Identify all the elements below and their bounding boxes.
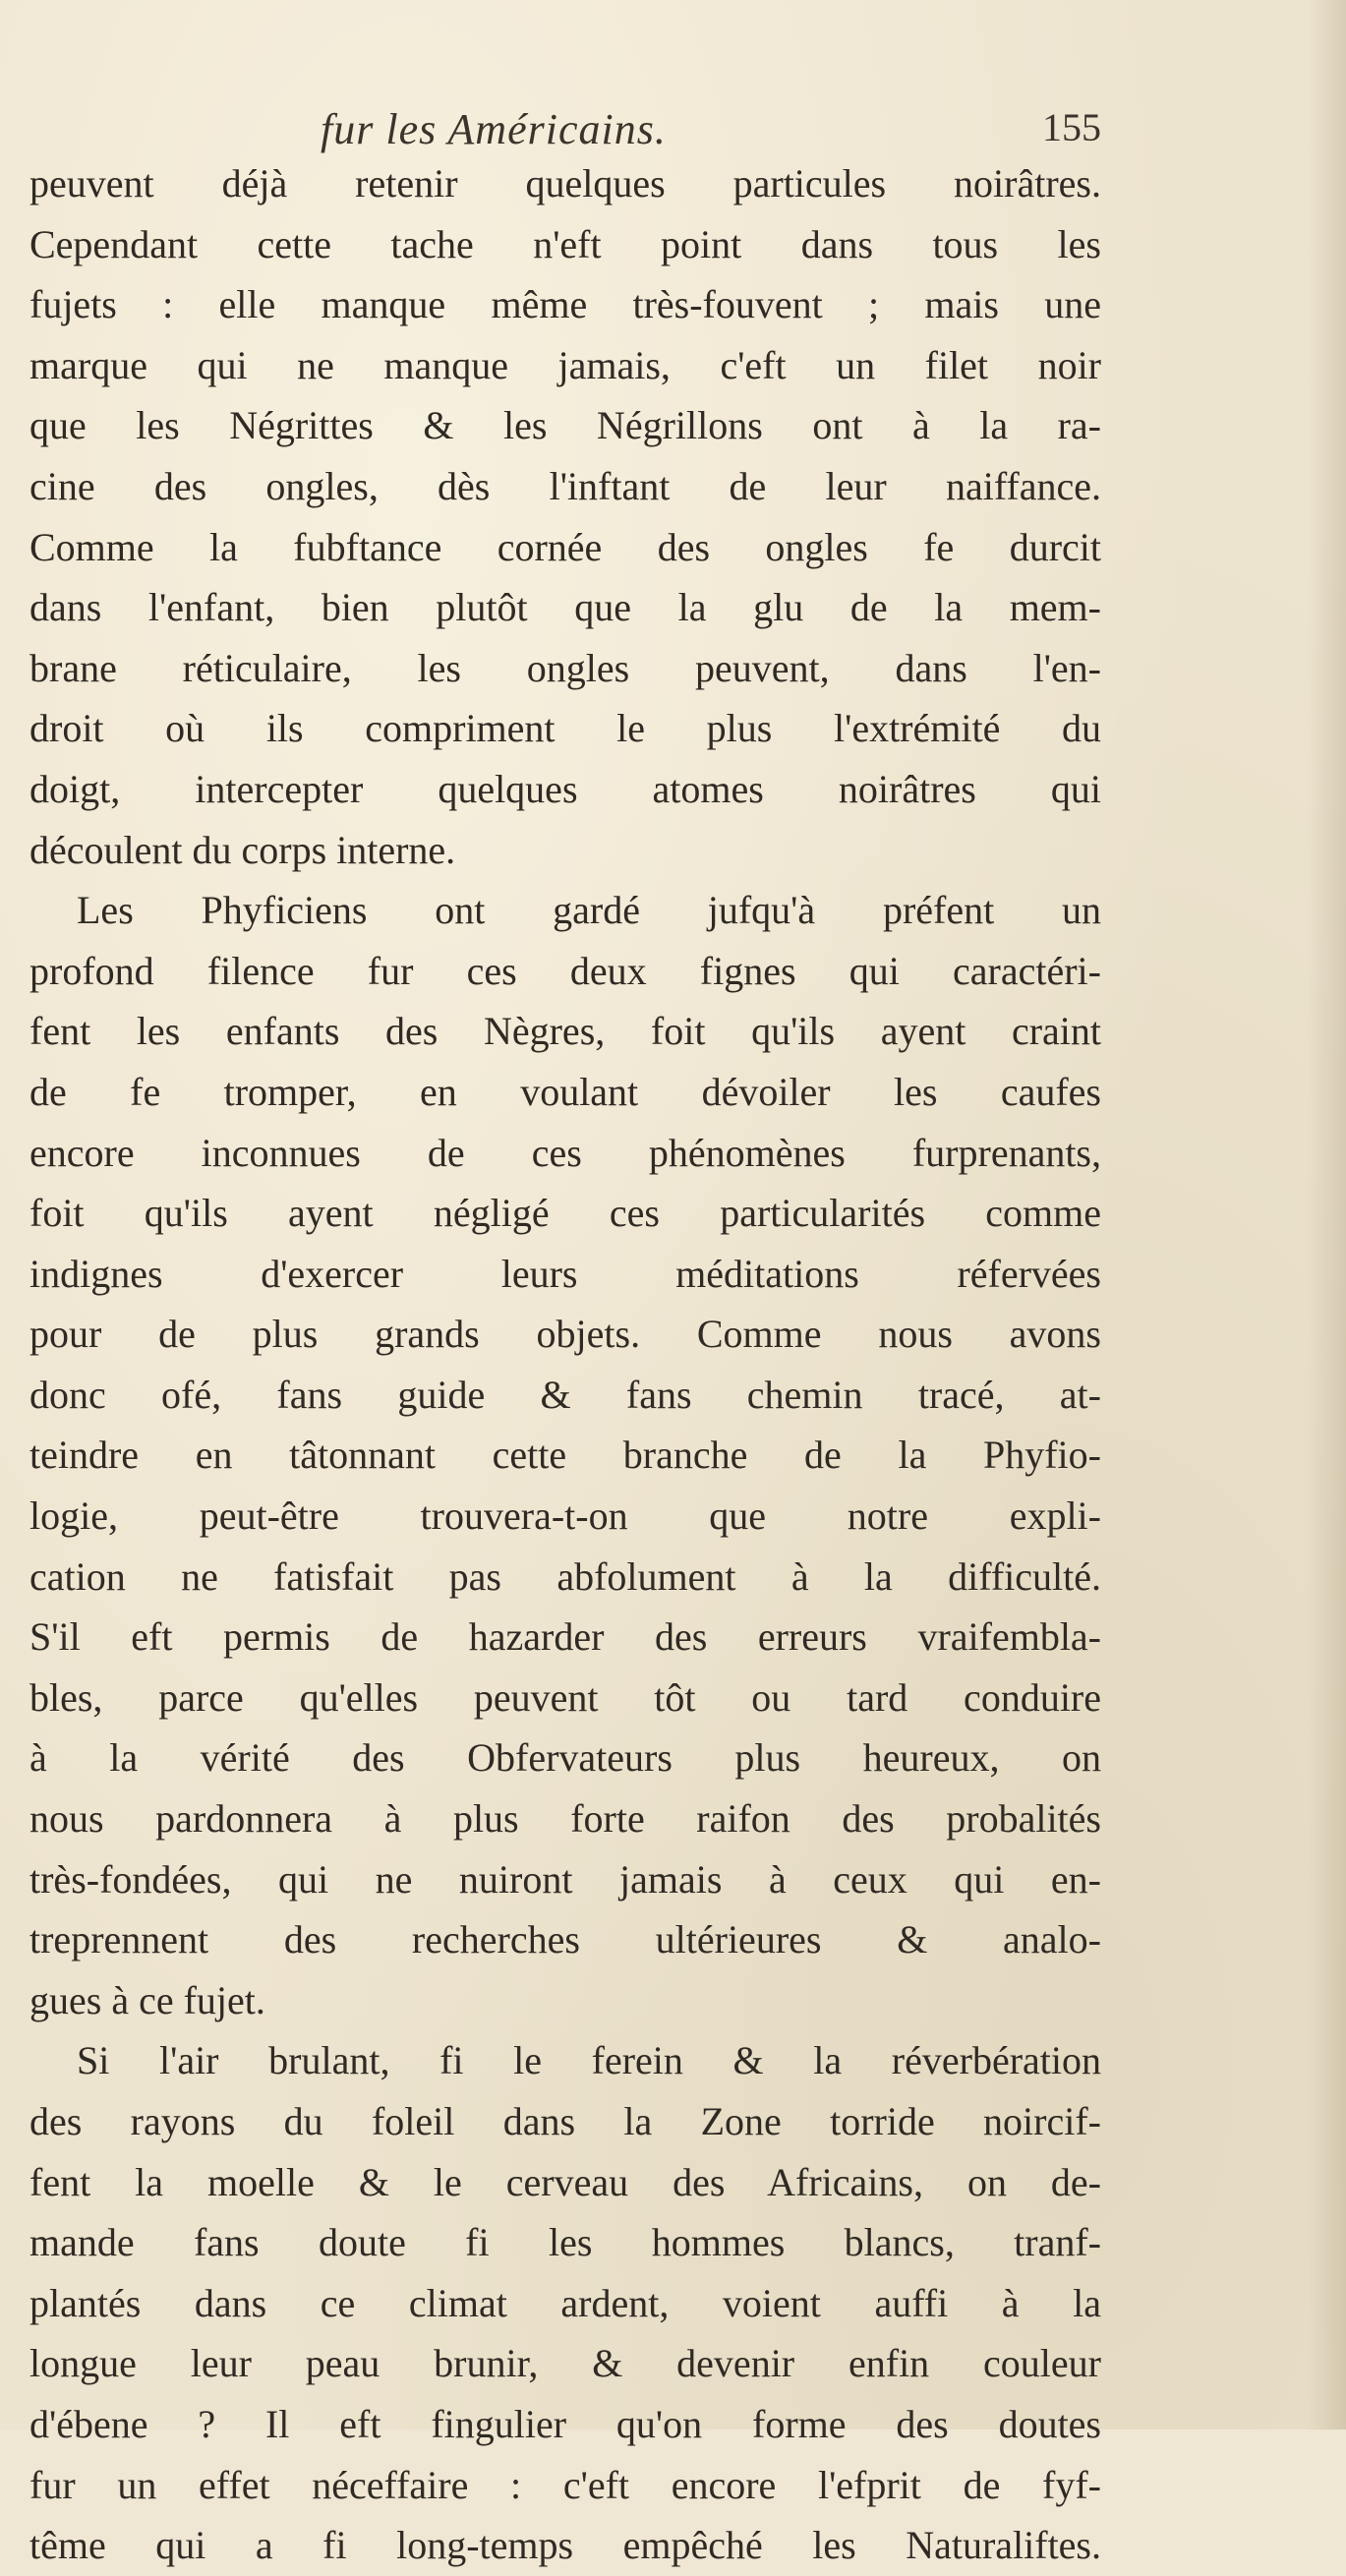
text-line: découlent du corps interne. — [29, 827, 456, 872]
text-line: indignes d'exercer leurs méditations réfervées — [29, 1251, 1101, 1296]
text-line: fent les enfants des Nègres, foit qu'ils ayent craint — [29, 1009, 1101, 1054]
text-line: pour de plus grands objets. Comme nous avons — [29, 1312, 1101, 1357]
text-line: droit où ils compriment le plus l'extrémité du — [29, 706, 1101, 751]
text-line: peuvent déjà retenir quelques particules noirâtres. — [29, 161, 1101, 205]
text-line: que les Négrittes & les Négrillons ont à la ra- — [29, 403, 1101, 448]
text-line: teindre en tâtonnant cette branche de la Phyfio- — [29, 1433, 1101, 1478]
text-line: cine des ongles, dès l'inftant de leur naiffance. — [29, 463, 1101, 508]
paragraph-start-line: Les Phyficiens ont gardé jufqu'à préfent un — [77, 888, 1101, 933]
text-line: nous pardonnera à plus forte raifon des probalités — [29, 1796, 1101, 1842]
text-line: dans l'enfant, bien plutôt que la glu de la mem- — [29, 585, 1101, 630]
page-number: 155 — [1042, 105, 1101, 149]
text-line: gues à ce fujet. — [29, 1977, 265, 2022]
text-line: bles, parce qu'elles peuvent tôt ou tard conduire — [29, 1674, 1101, 1720]
text-line: à la vérité des Obfervateurs plus heureux, on — [29, 1735, 1101, 1781]
text-line: profond filence fur ces deux fignes qui caractéri- — [29, 948, 1101, 993]
text-line: Comme la fubftance cornée des ongles fe durcit — [29, 524, 1101, 569]
text-line: d'ébene ? Il eft fingulier qu'on forme des doutes — [29, 2401, 1101, 2446]
text-line: Cependant cette tache n'eft point dans tous les — [29, 221, 1101, 266]
text-line: S'il eft permis de hazarder des erreurs vraifembla- — [29, 1614, 1101, 1660]
running-head-title: fur les Américains. — [321, 105, 667, 153]
text-line: des rayons du foleil dans la Zone torride noircif- — [29, 2099, 1101, 2143]
text-line: mande fans doute fi les hommes blancs, tranf- — [29, 2220, 1101, 2265]
text-line: marque qui ne manque jamais, c'eft un filet noir — [29, 342, 1101, 387]
text-line: fur un effet néceffaire : c'eft encore l'efprit de fyf- — [29, 2462, 1101, 2507]
text-line: treprennent des recherches ultérieures & analo- — [29, 1917, 1101, 1962]
text-line: encore inconnues de ces phénomènes furprenants, — [29, 1130, 1101, 1175]
text-line: plantés dans ce climat ardent, voient auffi à la — [29, 2280, 1101, 2325]
text-line: tême qui a fi long-temps empêché les Naturaliftes. — [29, 2523, 1101, 2568]
text-line: longue leur peau brunir, & devenir enfin couleur — [29, 2341, 1101, 2386]
text-line: de fe tromper, en voulant dévoiler les caufes — [29, 1069, 1101, 1114]
text-line: fujets : elle manque même très-fouvent ; mais une — [29, 282, 1101, 327]
text-line: foit qu'ils ayent négligé ces particularités comme — [29, 1191, 1101, 1236]
text-line: brane réticulaire, les ongles peuvent, dans l'en- — [29, 645, 1101, 690]
text-line: donc ofé, fans guide & fans chemin tracé, at- — [29, 1372, 1101, 1417]
text-line: doigt, intercepter quelques atomes noirâtres qui — [29, 766, 1101, 811]
paragraph-start-line: Si l'air brulant, fi le ferein & la réverbération — [77, 2038, 1101, 2083]
text-line: cation ne fatisfait pas abfolument à la difficulté. — [29, 1553, 1101, 1599]
text-line: logie, peut-être trouvera-t-on que notre expli- — [29, 1493, 1101, 1539]
body-text — [29, 153, 1101, 2576]
text-line: fent la moelle & le cerveau des Africains, on de- — [29, 2159, 1101, 2204]
text-line: très-fondées, qui ne nuiront jamais à ceux qui en- — [29, 1856, 1101, 1902]
